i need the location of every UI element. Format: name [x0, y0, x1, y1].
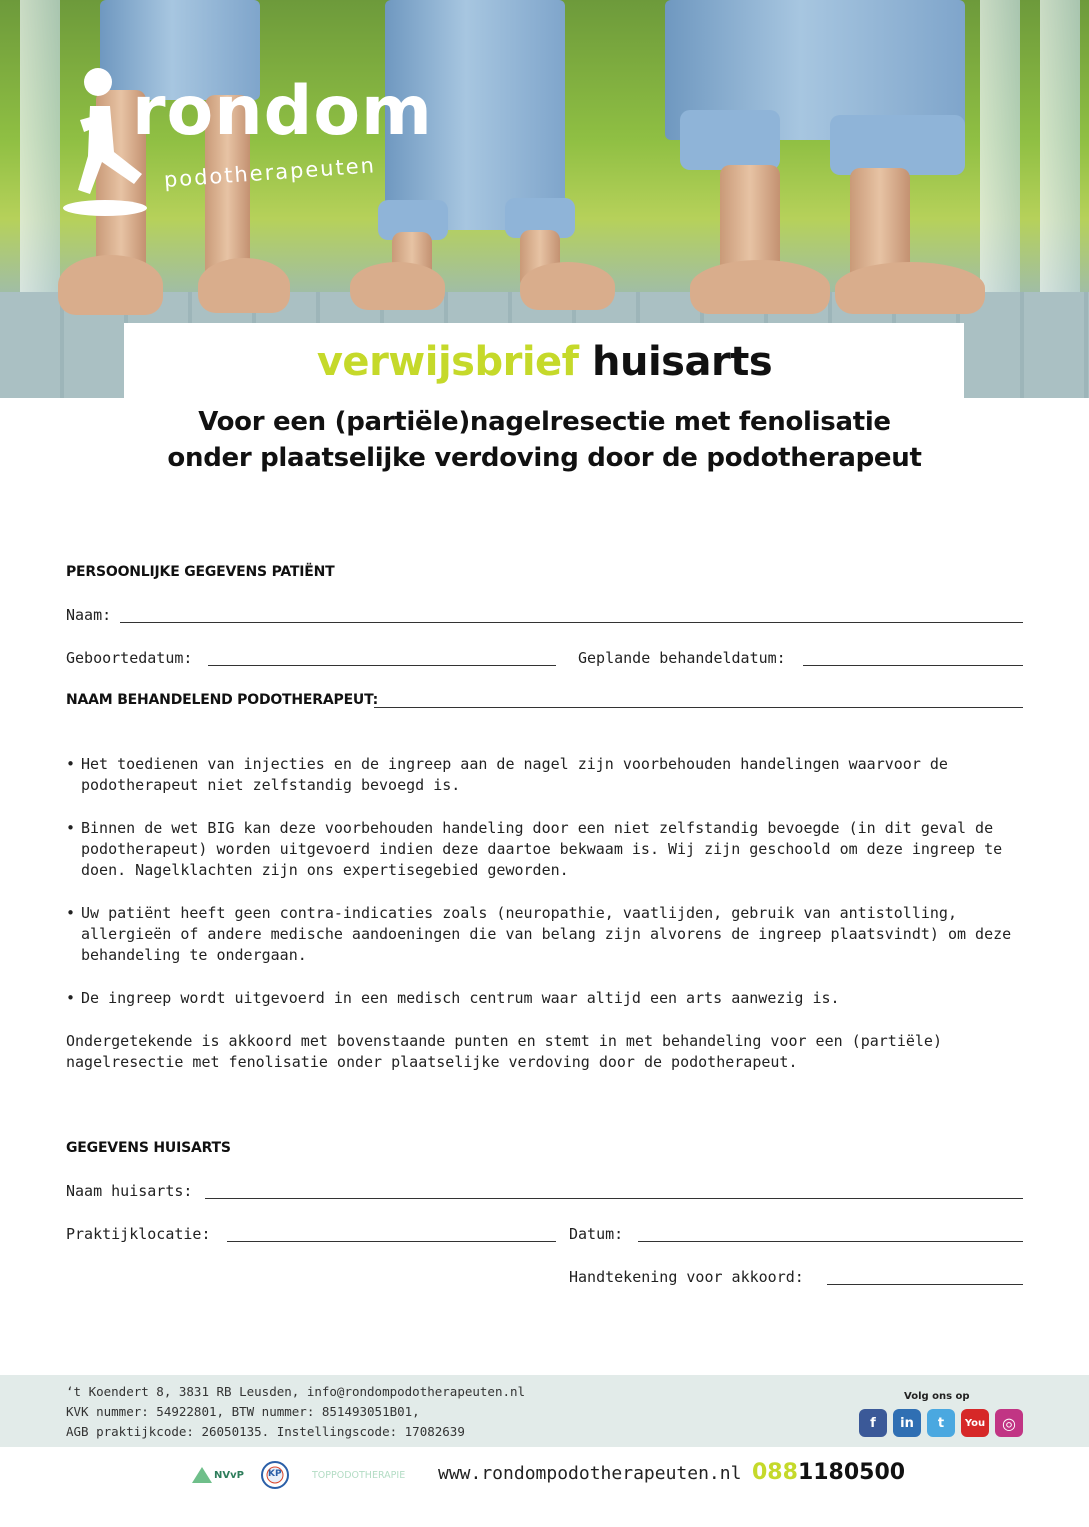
- linkedin-icon[interactable]: in: [893, 1409, 921, 1437]
- practice-location-field[interactable]: [227, 1241, 556, 1242]
- youtube-icon[interactable]: You: [961, 1409, 989, 1437]
- logo-subtitle: podotherapeuten: [163, 153, 377, 192]
- foot: [835, 262, 985, 314]
- patient-name-label: Naam:: [66, 606, 112, 624]
- planned-date-label: Geplande behandeldatum:: [578, 649, 786, 667]
- gp-section-heading: GEGEVENS HUISARTS: [66, 1140, 231, 1156]
- foot: [520, 262, 615, 310]
- registration-line: KVK nummer: 54922801, BTW nummer: 851493051B01,: [66, 1404, 420, 1419]
- conditions-list: [66, 754, 1036, 1031]
- subtitle-line-1: Voor een (partiële)nagelresectie met fenolisatie: [198, 407, 891, 437]
- planned-date-field[interactable]: [803, 665, 1023, 666]
- list-item: • Binnen de wet BIG kan deze voorbehouden handeling door een niet zelfstandig bevoegde (in dit geval de podotherapeut) worden uitgevoerd indien deze daartoe bekwaam is. Wij zijn geschoold om deze ingreep te doen. Nagelklachten zijn ons expertisegebied geworden.: [66, 819, 1003, 879]
- title-part-2: huisarts: [592, 339, 773, 385]
- facebook-icon[interactable]: f: [859, 1409, 887, 1437]
- therapist-label: NAAM BEHANDELEND PODOTHERAPEUT:: [66, 692, 379, 708]
- page-title: [0, 336, 1089, 388]
- signature-label: Handtekening voor akkoord:: [569, 1268, 804, 1286]
- instagram-icon[interactable]: ◎: [995, 1409, 1023, 1437]
- foot: [350, 262, 445, 310]
- twitter-icon[interactable]: t: [927, 1409, 955, 1437]
- list-item: • De ingreep wordt uitgevoerd in een medisch centrum waar altijd een arts aanwezig is.: [66, 989, 840, 1007]
- toppodotherapie-logo: TOPPODOTHERAPIE: [312, 1469, 406, 1481]
- gp-name-field[interactable]: [205, 1198, 1023, 1199]
- date-label: Datum:: [569, 1225, 624, 1243]
- cuff: [830, 115, 965, 175]
- list-item: • Uw patiënt heeft geen contra-indicaties zoals (neuropathie, vaatlijden, gebruik van antistolling, allergieën of andere medische aandoeningen die van belang zijn alvorens de ingreep plaatsvindt) om deze behandeling te ondergaan.: [66, 904, 1012, 964]
- date-field[interactable]: [638, 1241, 1023, 1242]
- address-line: ‘t Koendert 8, 3831 RB Leusden, info@rondompodotherapeuten.nl: [66, 1384, 526, 1399]
- follow-us-label: Volg ons op: [904, 1391, 970, 1402]
- foot: [58, 255, 163, 315]
- consent-statement: Ondergetekende is akkoord met bovenstaande punten en stemt in met behandeling voor een (partiële) nagelresectie met fenolisatie onder plaatselijke verdoving door de podotherapeut.: [66, 1032, 942, 1071]
- cuff: [680, 110, 780, 170]
- list-item: • Het toedienen van injecties en de ingreep aan de nagel zijn voorbehouden handelingen waarvoor de podotherapeut niet zelfstandig bevoegd is.: [66, 755, 948, 794]
- railing-post: [980, 0, 1020, 330]
- subtitle-line-2: onder plaatselijke verdoving door de podotherapeut: [167, 443, 922, 473]
- railing-post: [20, 0, 60, 330]
- birthdate-field[interactable]: [208, 665, 556, 666]
- foot: [198, 258, 290, 313]
- signature-field[interactable]: [827, 1284, 1023, 1285]
- railing-post: [1040, 0, 1080, 330]
- nvvp-mark-icon: [190, 1465, 214, 1485]
- therapist-field[interactable]: [374, 707, 1023, 708]
- agb-line: AGB praktijkcode: 26050135. Instellingscode: 17082639: [66, 1424, 465, 1439]
- practice-location-label: Praktijklocatie:: [66, 1225, 211, 1243]
- logo-wordmark: rondom: [132, 72, 433, 151]
- footer-address: [66, 1382, 525, 1442]
- rondom-logo: [60, 62, 460, 222]
- website-link[interactable]: www.rondompodotherapeuten.nl: [438, 1463, 742, 1484]
- patient-name-field[interactable]: [120, 622, 1023, 623]
- foot: [690, 260, 830, 314]
- birthdate-label: Geboortedatum:: [66, 649, 193, 667]
- gp-name-label: Naam huisarts:: [66, 1182, 193, 1200]
- page-subtitle: [0, 404, 1089, 476]
- title-part-1: verwijsbrief: [316, 339, 579, 385]
- phone-number[interactable]: 0881180500: [752, 1460, 906, 1485]
- nvvp-logo: NVvP: [190, 1462, 244, 1488]
- patient-section-heading: PERSOONLIJKE GEGEVENS PATIËNT: [66, 564, 335, 580]
- kp-logo: KP: [260, 1462, 290, 1488]
